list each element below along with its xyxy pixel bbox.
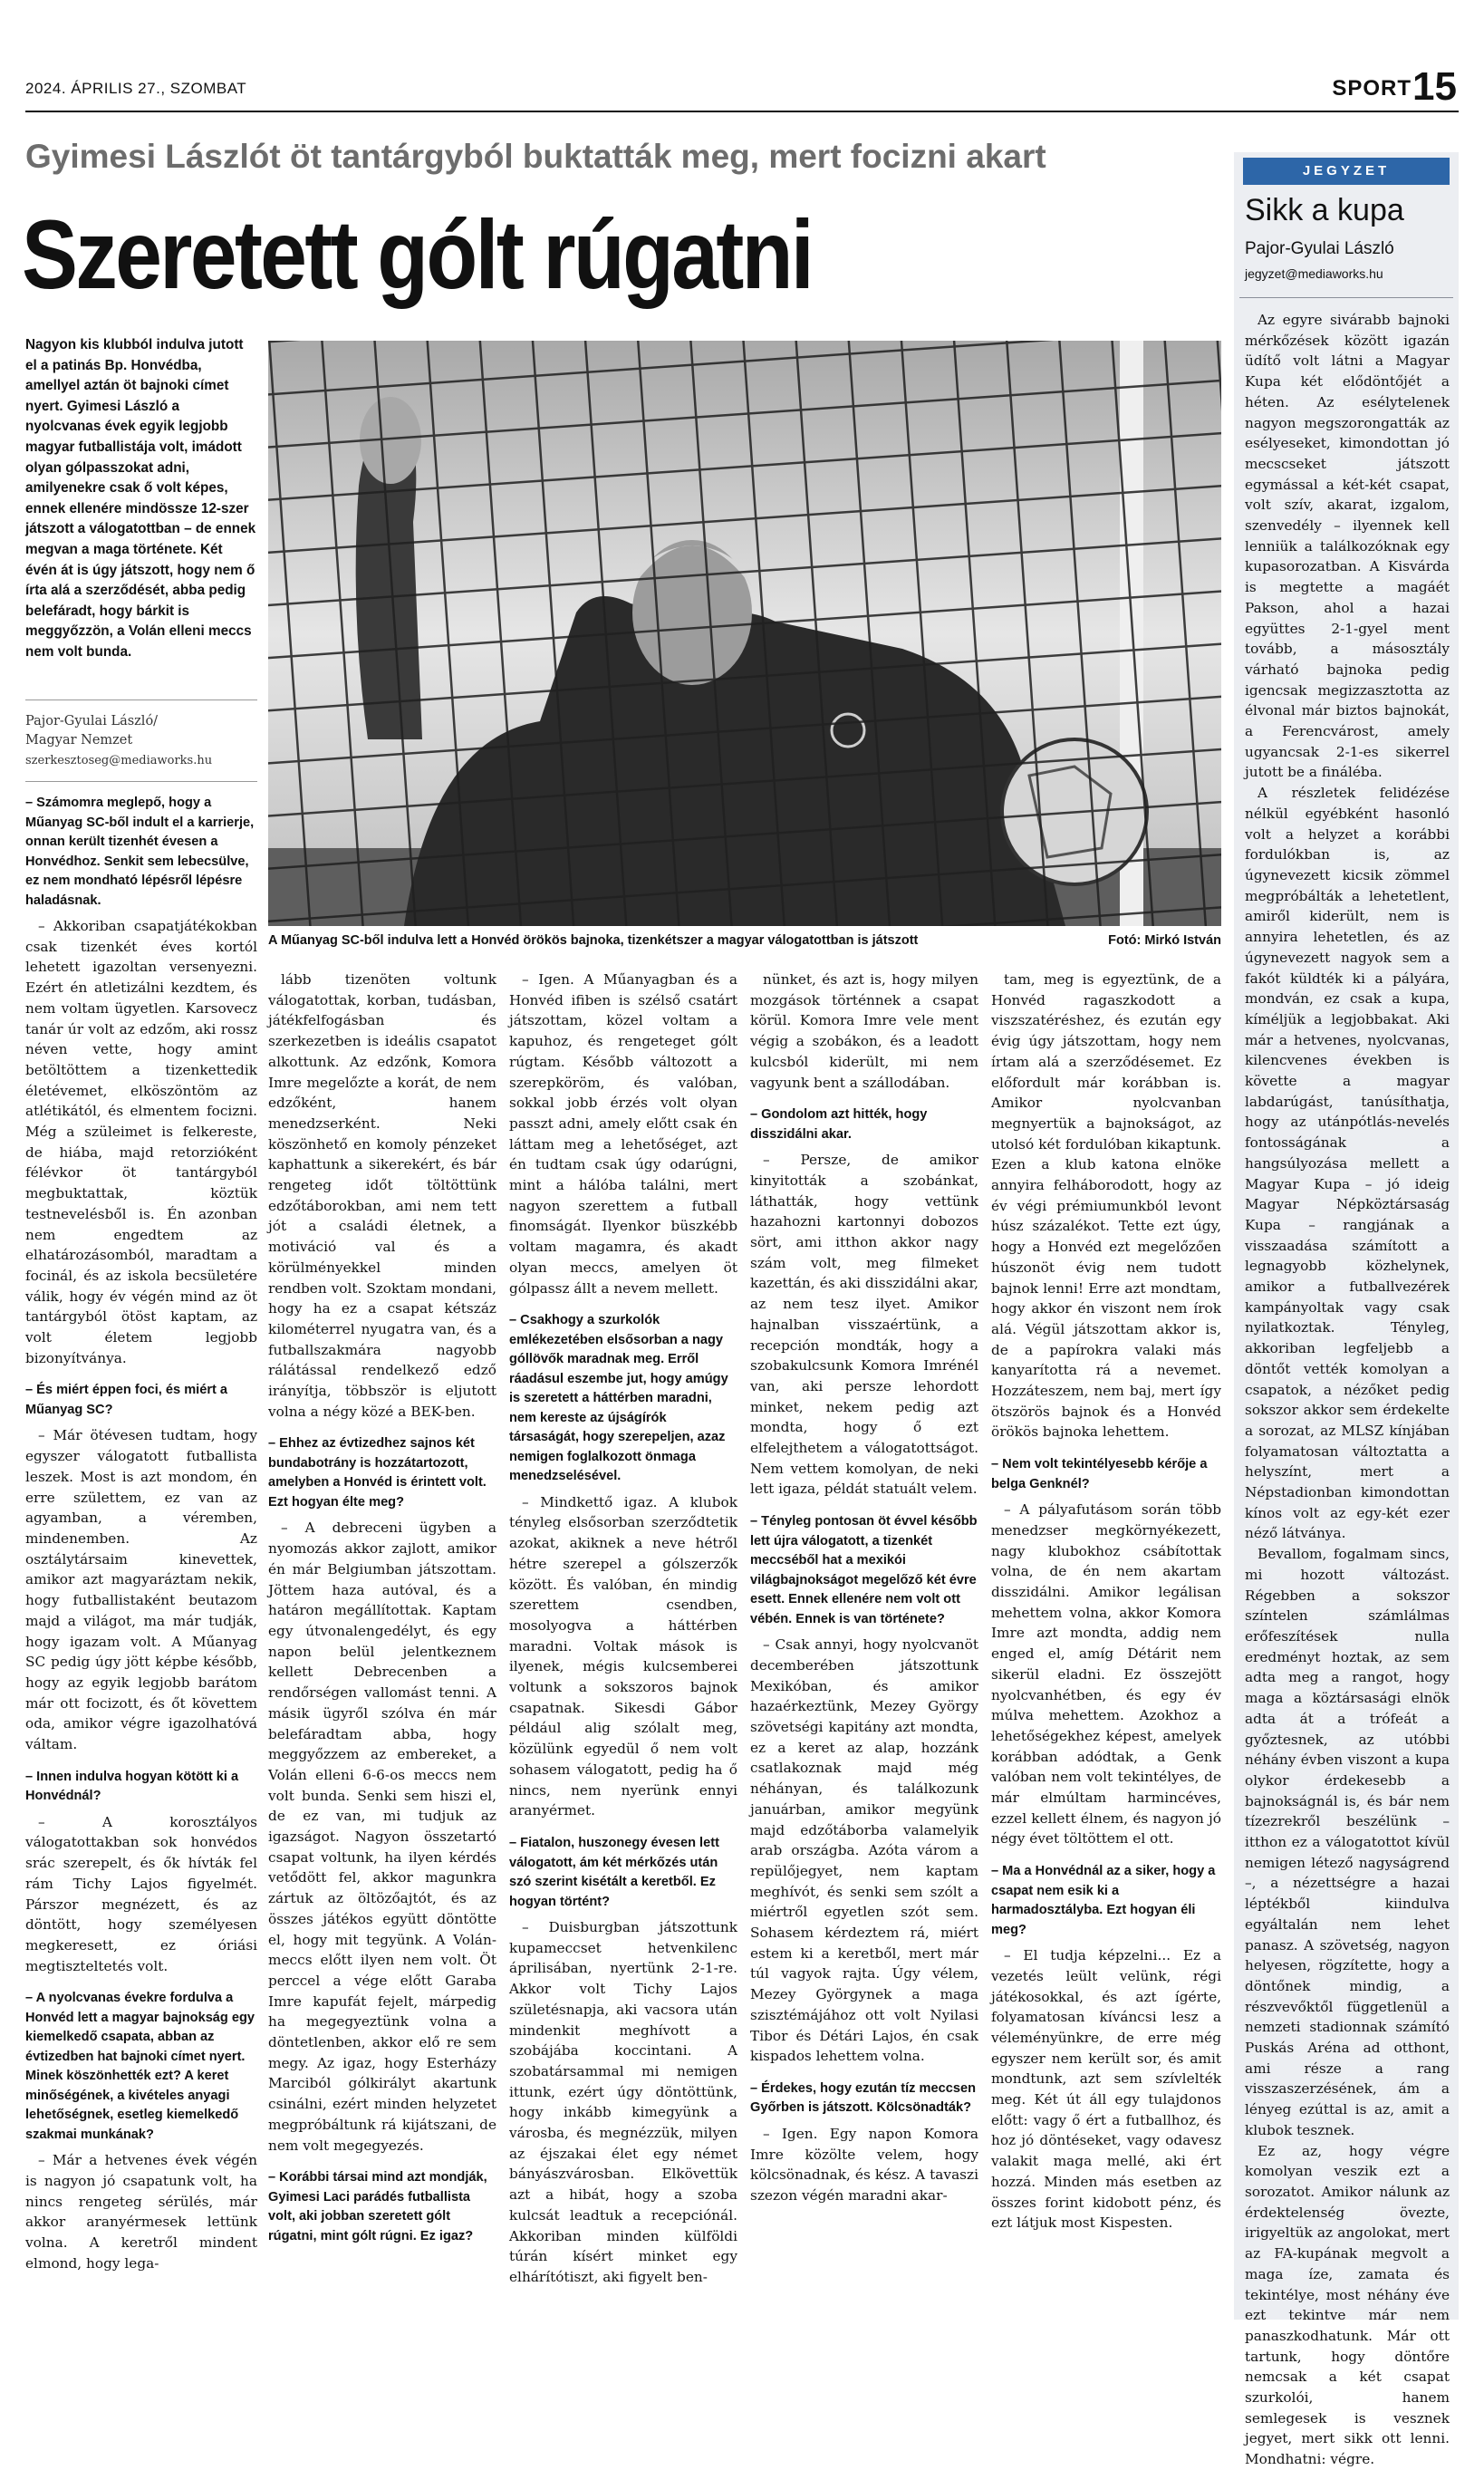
interview-question: – Ehhez az évtizedhez sajnos két bundabotrány is hozzátartozott, amelyben a Honvéd is érintett volt. Ezt hogyan élte meg? xyxy=(268,1436,487,1510)
interview-answer: – A debreceni ügyben a nyomozás akkor zajlott, amikor én már Belgiumban játszottam. Jöttem haza autóval, és a határon megállítottak. Kaptam egy útvonalengedélyt, és egy napon belül jelentkeznem kellett Debrecenben a rendőrségen vallomást tenni. A másik ügyről szólva én már belefáradtam abba, hogy meggyőzzem az embereket, a Volán elleni 6-6-os meccs nem volt bunda. Senki sem hiszi el, de ez van, mi tudjuk az igazságot. Nagyon összetartó csapat voltunk, ha ilyen kérdés vetődött fel, akkor magunkra zártuk az öltözőajtót, és az összes játékos együtt döntötte el, hogy mit tegyünk. A Volán-meccs előtt ilyen nem volt. Öt perccel a vége előtt Garaba Imre kapufát fejelt, márpedig ha megegyeztünk volna a döntetlenben, akkor elő re sem megy. Az igaz, hogy Esterházy Marciból gólkirályt akartunk csinálni, ezért minden helyzetet megpróbáltunk rá kijátszani, de nem volt megegyezés. xyxy=(268,1520,496,2154)
byline-name: Pajor-Gyulai László/ xyxy=(25,714,159,728)
interview-question: – Fiatalon, huszonegy évesen lett válogatott, ám két mérkőzés után szó szerint kisétált a keretből. Ez hogyan történt? xyxy=(509,1836,719,1909)
sidebar-body xyxy=(1245,310,1450,2470)
article-photo xyxy=(268,341,1221,926)
sidebar-rule xyxy=(1239,297,1453,298)
interview-answer: – El tudja képzelni... Ez a vezetés leült velünk, régi játékosokkal, és azt ígérte, folyamatosan kíváncsi lesz a véleményünkre, de erre még egyszer nem került sor, és amit mondtunk, azt sem szívlelték meg. Két út áll egy tulajdonos előtt: vagy ő ért a futballhoz, és hoz jó döntéseket, vagy odavesz valakit maga mellé, aki ért hozzá. Minden más esetben az összes forint kidobott pénz, és ezt látjuk most Kispesten. xyxy=(991,1947,1221,2232)
interview-answer: – A korosztályos válogatottakban sok honvédos srác szerepelt, és ők hívták fel rám Tichy Lajos figyelmét. Párszor megnézett, és az döntött, hogy személyesen megkeresett, ez óriási megtiszteltetés volt. xyxy=(25,1813,257,1974)
interview-question: – Érdekes, hogy ezután tíz meccsen Győrben is játszott. Kölcsönadták? xyxy=(750,2080,976,2116)
sidebar-paragraph: Bevallom, fogalmam sincs, mi hozott változást. Régebben a sokszor színtelen számlálmas erőfeszítések nulla eredményt hoztak, az sem adta meg a rangot, hogy maga a köztársasági elnök adta át a trófeát a győztesnek, az utóbbi néhány évben viszont a kupa olykor érdekesebb a bajnokságnál is, és bár nem tízezrekről beszélünk – itthon ez a válogatottot kívül nemigen létező nagyságrend –, a nézettségre a hazai léptékből kiindulva egyáltalán nem lehet panasz. A szövetség, nagyon helyesen, rögzítette, hogy a döntőnek mindig, a részvevőktől függetlenül a nemzeti stadionnak számító Puskás Aréna ad otthont, ami része a rang visszaszerzésének, ám a lényeg ezúttal is az, amit a klubok tesznek. xyxy=(1245,1546,1450,2138)
interview-answer: lább tizenöten voltunk válogatottak, korban, tudásban, játékfelfogásban és szerkezetben is ideális csapatot alkottunk. Az edzőnk, Komora Imre megelőzte a korát, de nem edzőként, hanem menedzserként. Neki köszönhető en komoly pénzeket kaphattunk a sikerekért, és bár rengeteg időt töltöttünk edzőtáborokban, ami nem tett jót a családi életnek, a motiváció val és a körülményekkel minden rendben volt. Szoktam mondani, hogy ha ez a csapat kétszáz kilométerrel nyugatra van, és a futballszakmára nagyobb rálátással rendelkező edző irányítja, többször is eljutott volna a négy közé a BEK-ben. xyxy=(268,971,496,1420)
interview-answer: – A pályafutásom során több menedzser megkörnyékezett, nagy klubokhoz csábítottak volna, de én nem akartam disszidálni. Amikor legálisan mehettem volna, akkor Komora Imre azt mondta, addig nem enged el, amíg Détárit nem sikerül eladni. Ez összejött nyolcvanhétben, és egy év múlva mehettem. Azokhoz a lehetőségekhez képest, amelyek korábban adódtak, a Genk valóban nem volt tekintélyes, de már elmúltam harmincéves, ezzel kellett élnem, és nagyon jó négy évet töltöttem el ott. xyxy=(991,1501,1221,1848)
sidebar-title: Sikk a kupa xyxy=(1245,193,1404,227)
page-number: 15 xyxy=(1412,64,1457,109)
article-column-2 xyxy=(268,970,496,2329)
interview-answer: – Már a hetvenes évek végén is nagyon jó csapatunk volt, ha nincs rengeteg sérülés, már akkor aranyérmesek lettünk volna. A keretről mindent elmond, hogy lega- xyxy=(25,2152,257,2272)
interview-question: – Számomra meglepő, hogy a Műanyag SC-ből indult el a karrierje, onnan került tizenhét évesen a Honvédhoz. Senkit sem lebecsülve, ez nem mondható lépésről lépésre haladásnak. xyxy=(25,796,255,908)
article-kicker: Gyimesi Lászlót öt tantárgyból buktatták meg, mert focizni akart xyxy=(25,138,1046,175)
interview-answer: tam, meg is egyeztünk, de a Honvéd ragaszkodott a viszszatéréshez, és ezután egy évig úgy játszottam, hogy nem írtam alá a szerződésemet. Ez előfordult már korábban is. Amikor nyolcvanban megnyertük a bajnokságot, az utolsó két fordulóban kikaptunk. Ezen a klub katona elnöke annyira felháborodott, hogy az év végi prémiumunkból levont húsz százalékot. Tette ezt úgy, hogy a Honvéd ezt megelőzően húszonöt évig nem tudott bajnok lenni! Erre azt mondtam, hogy akkor én viszont nem írok alá. Végül játszottam akkor is, de a papírokra valaki más kanyarította rá a nevemet. Hozzáteszem, nem baj, mert így ötszörös bajnok és a Honvéd örökös bajnoka lehettem. xyxy=(991,971,1221,1441)
interview-answer: – Mindkettő igaz. A klubok tényleg elsősorban szerződtetik azokat, akiknek a neve hétről hétre szerepel a gólszerzők között. És valóban, én mindig szerettem csendben, mosolyogva a háttérben maradni. Voltak mások is ilyenek, mégis kulcsemberei voltunk a sokszoros bajnok csapatnak. Sikesdi Gábor például alig szólalt meg, közülünk egyedül ő nem volt sohasem válogatott, pedig ha ő nincs, nem nyerünk ennyi aranyérmet. xyxy=(509,1493,737,1819)
interview-question: – Ma a Honvédnál az a siker, hogy a csapat nem esik ki a harmadosztályba. Ezt hogyan éli meg? xyxy=(991,1864,1216,1937)
interview-question: – És miért éppen foci, és miért a Műanyag SC? xyxy=(25,1383,228,1417)
sidebar-paragraph: A részletek felidézése nélkül egyébként hasonló volt a helyzet a korábbi fordulókban is, az úgynevezett kicsik zömmel megpróbálták a lehetetlent, amiről kiderült, nem is annyira lehetetlen, és az úgynevezett nagyok sem a fakót küldték ki a pályára, mondván, ez csak a kupa, kíméljük a legjobbakat. Aki már a hetvenes, nyolcvanas, kilencvenes években is követte a magyar labdarúgást, tanúsíthatja, hogy az utánpótlás-nevelés fontosságának a hangsúlyozása mellett a Magyar Kupa – jó ideig Magyar Népköztársaság Kupa – rangjának a visszaadása számított a legnagyobb közhelynek, amikor a futballvezérek kampányoltak vagy csak nyilatkoztak. Tényleg, akkoriban legfeljebb a döntőt vették komolyan a csapatok, a nézőket pedig sokszor akkor sem érdekelte a sorozat, az MLSZ kínjában folyamatosan változtatta a helyszínt, mert a Népstadionban kimondottan kínos volt az egy-két ezer néző látványa. xyxy=(1245,785,1450,1542)
byline-rule-bottom xyxy=(25,781,257,782)
byline-email: szerkesztoseg@mediaworks.hu xyxy=(25,754,213,767)
article-column-4 xyxy=(750,970,978,2329)
interview-question: – Csakhogy a szurkolók emlékezetében elsősorban a nagy góllövők maradnak meg. Erről ráadásul eszembe jut, hogy amúgy is szeretett a háttérben maradni, nem kereste az újságírók társaságát, hogy szerepeljen, azaz nemigen foglalkozott önmaga menedzselésével. xyxy=(509,1313,728,1484)
interview-answer: – Igen. A Műanyagban és a Honvéd ifiben is szélső csatárt játszottam, közel voltam a kapuhoz, és rengeteget gólt rúgtam. Később változott a szerepköröm, és valóban, sokkal jobb érzés volt olyan passzt adni, amely előtt csak én láttam meg a lehetőséget, azt én tudtam csak úgy odarúgni, mint a hálóba találni, mert nagyon szerettem a futball finomságát. Ilyenkor büszkébb voltam magamra, és akadt olyan meccs, amelyen öt gólpassz állt a nevem mellett. xyxy=(509,971,737,1297)
interview-answer: – Már ötévesen tudtam, hogy egyszer válogatott futballista leszek. Most is azt mondom, én erre születtem, ez van az agyamban, a véremben, mindenemben. Az osztálytársaim kinevettek, amikor azt magyaráztam nekik, hogy futballistaként beutazom majd a világot, ma már tudják, hogy igazam volt. A Műanyag SC pedig úgy jött képbe később, hogy az egyik legjobb barátom már ott focizott, és őt követtem oda, amikor végre igazolhatóvá váltam. xyxy=(25,1427,257,1753)
header-rule xyxy=(25,111,1459,112)
interview-question: – Nem volt tekintélyesebb kérője a belga Genknél? xyxy=(991,1457,1208,1491)
interview-question: – Innen indulva hogyan kötött ki a Honvédnál? xyxy=(25,1769,239,1804)
sidebar-email: jegyzet@mediaworks.hu xyxy=(1245,266,1383,281)
byline xyxy=(25,712,257,750)
issue-date: 2024. ÁPRILIS 27., SZOMBAT xyxy=(25,80,247,97)
photo-caption: A Műanyag SC-ből indulva lett a Honvéd örökös bajnoka, tizenkétszer a magyar válogatottban is játszott xyxy=(268,933,919,948)
interview-question: – A nyolcvanas évekre fordulva a Honvéd lett a magyar bajnokság egy kiemelkedő csapata, abban az évtizedben hat bajnoki címet nyert. Minek köszönhették ezt? A keret minőségének, a kivételes anyagi lehetőségnek, esetleg kiemelkedő szakmai munkának? xyxy=(25,1991,255,2142)
article-lead: Nagyon kis klubból indulva jutott el a patinás Bp. Honvédba, amellyel aztán öt bajnoki címet nyert. Gyimesi László a nyolcvanas évek egyik legjobb magyar futballistája volt, imádott olyan gólpasszokat adni, amilyenekre csak ő volt képes, ennek ellenére mindössze 12-szer játszott a válogatottban – de ennek megvan a maga története. Két évén át is úgy játszott, hogy nem ő írta alá a szerződését, abba pedig belefáradt, hogy bárkit is meggyőzzön, a Volán elleni meccs nem volt bunda. xyxy=(25,337,256,660)
interview-answer: – Igen. Egy napon Komora Imre közölte velem, hogy kölcsönadnak, és kész. A tavaszi szezon végén maradni akar- xyxy=(750,2125,978,2205)
interview-answer: – Csak annyi, hogy nyolcvanöt decemberében játszottunk Mexikóban, és amikor hazaérkeztünk, Mezey György szövetségi kapitány azt mondta, ez a keret az alap, hozzánk csatlakoznak majd még néhányan, és találkozunk januárban, amikor megyünk majd edzőtáborba valamelyik arab országba. Azóta várom a repülőjegyet, nem kaptam meghívót, és senki sem szólt a miértről egyetlen szót sem. Sohasem kérdeztem rá, miért estem ki a keretből, mert már túl vagyok rajta. Úgy vélem, Mezey Györgynek a maga szisztémájához ott volt Nyilasi Tibor és Détári Lajos, én csak kispados lehettem volna. xyxy=(750,1636,978,2065)
article-headline: Szeretett gólt rúgatni xyxy=(22,199,813,309)
photo-illustration xyxy=(268,341,1221,926)
interview-answer: – Akkoriban csapatjátékokban csak tizenkét éves kortól lehetett igazoltan versenyezni. Ezért én atletizálni kezdtem, és nem voltam ügyetlen. Karsovecz tanár úr volt az edzőm, aki rossz néven vette, hogy amint betöltöttem a tizenkettedik életévemet, elköszöntöm az atlétikától, és elmentem focizni. Még a szüleimet is felkereste, de hiába, majd retorzióként félévkor öt tantárgyból megbuktattak, köztük testnevelésből is. Én azonban nem engedtem az elhatározásomból, maradtam a focinál, és az iskola becsületére válik, hogy év végén mind az öt tantárgyból ötöst kaptam, az volt életem legjobb bizonyítványa. xyxy=(25,918,257,1366)
interview-answer: – Persze, de amikor kinyitották a szobánkat, láthatták, hogy vettünk hazahozni kartonnyi dobozos sört, ami itthon akkor nagy szám volt, meg filmeket kazettán, és aki disszidálni akar, az nem tesz ilyet. Amikor hajnalban visszaértünk, a recepción mondták, hogy a szobakulcsunk Komora Imrénél van, aki persze lehordott minket, nekem pedig azt mondta, hogy ő ezt elfelejthetem a válogatottságot. Nem vettem komolyan, de neki lett igaza, példát statuált velem. xyxy=(750,1152,978,1498)
article-column-5 xyxy=(991,970,1221,2329)
interview-question: – Korábbi társai mind azt mondják, Gyimesi Laci parádés futballista volt, aki jobban szeretett gólt rúgatni, mint gólt rúgni. Ez igaz? xyxy=(268,2170,487,2243)
interview-answer: – Duisburgban játszottunk kupameccset hetvenkilenc áprilisában, nyertünk 2-1-re. Akkor volt Tichy Lajos születésnapja, aki vacsora után mindenkit meghívott a szobájába koccintani. A szobatársammal mi nemigen ittunk, ezért úgy döntöttünk, hogy inkább kimegyünk a városba, és megnézzük, milyen az éjszakai élet egy német bányászvárosban. Elkövettük azt a hibát, hogy a szoba kulcsát leadtuk a recepciónál. Akkoriban minden külföldi túrán kísért minket egy elhárítótiszt, aki figyelt ben- xyxy=(509,1919,737,2285)
section-label: SPORT xyxy=(1332,76,1412,101)
interview-question: – Gondolom azt hitték, hogy disszidálni akar. xyxy=(750,1107,928,1142)
interview-answer: nünket, és azt is, hogy milyen mozgások történnek a csapat körül. Komora Imre vele ment végig a szobákon, és a leadott kulcsból kiderült, mi nem vagyunk bent a szállodában. xyxy=(750,971,978,1091)
interview-question: – Tényleg pontosan öt évvel később lett újra válogatott, a tizenkét meccséből hat a mexikói világbajnokságot megelőző két évre esett. Ennek ellenére nem volt ott vébén. Ennek is van története? xyxy=(750,1514,978,1626)
sidebar-paragraph: Az egyre sivárabb bajnoki mérkőzések között igazán üdítő volt látni a Magyar Kupa két elődöntőjét a héten. Az esélytelenek nagyon megszorongatták az esélyeseket, kimondottan jó mecscseket játszott egymással a két-két csapat, volt szív, akarat, izgalom, szenvedély – ilyennek kell lenniük a találkozóknak egy kupasorozatban. A Kisvárda is megtette a magáét Pakson, ahol a hazai együttes 2-1-gyel ment tovább, a másosztály várható bajnoka pedig igencsak megizzasztotta az élvonal már biztos bajnokát, a Ferencvárost, amely ugyancsak 2-1-es sikerrel jutott be a fináléba. xyxy=(1245,312,1450,781)
sidebar-tag: JEGYZET xyxy=(1243,158,1450,185)
sidebar-author: Pajor-Gyulai László xyxy=(1245,239,1394,258)
photo-credit: Fotó: Mirkó István xyxy=(1108,933,1221,948)
article-column-1 xyxy=(25,794,257,2325)
sidebar-paragraph: Ez az, hogy végre komolyan veszik ezt a sorozatot. Amikor nálunk az érdektelenség övezte, irigyeltük az angolokat, mert az FA-kupának megvolt a maga íze, zamata és tekintélye, most néhány éve ezt tekintve már nem panaszkodhatunk. Már ott tartunk, hogy döntőre nemcsak a két csapat szurkolói, hanem semlegesek is vesznek jegyet, mert sikk ott lenni. Mondhatni: végre. xyxy=(1245,2142,1450,2468)
article-column-3 xyxy=(509,970,737,2329)
byline-publication: Magyar Nemzet xyxy=(25,733,133,748)
